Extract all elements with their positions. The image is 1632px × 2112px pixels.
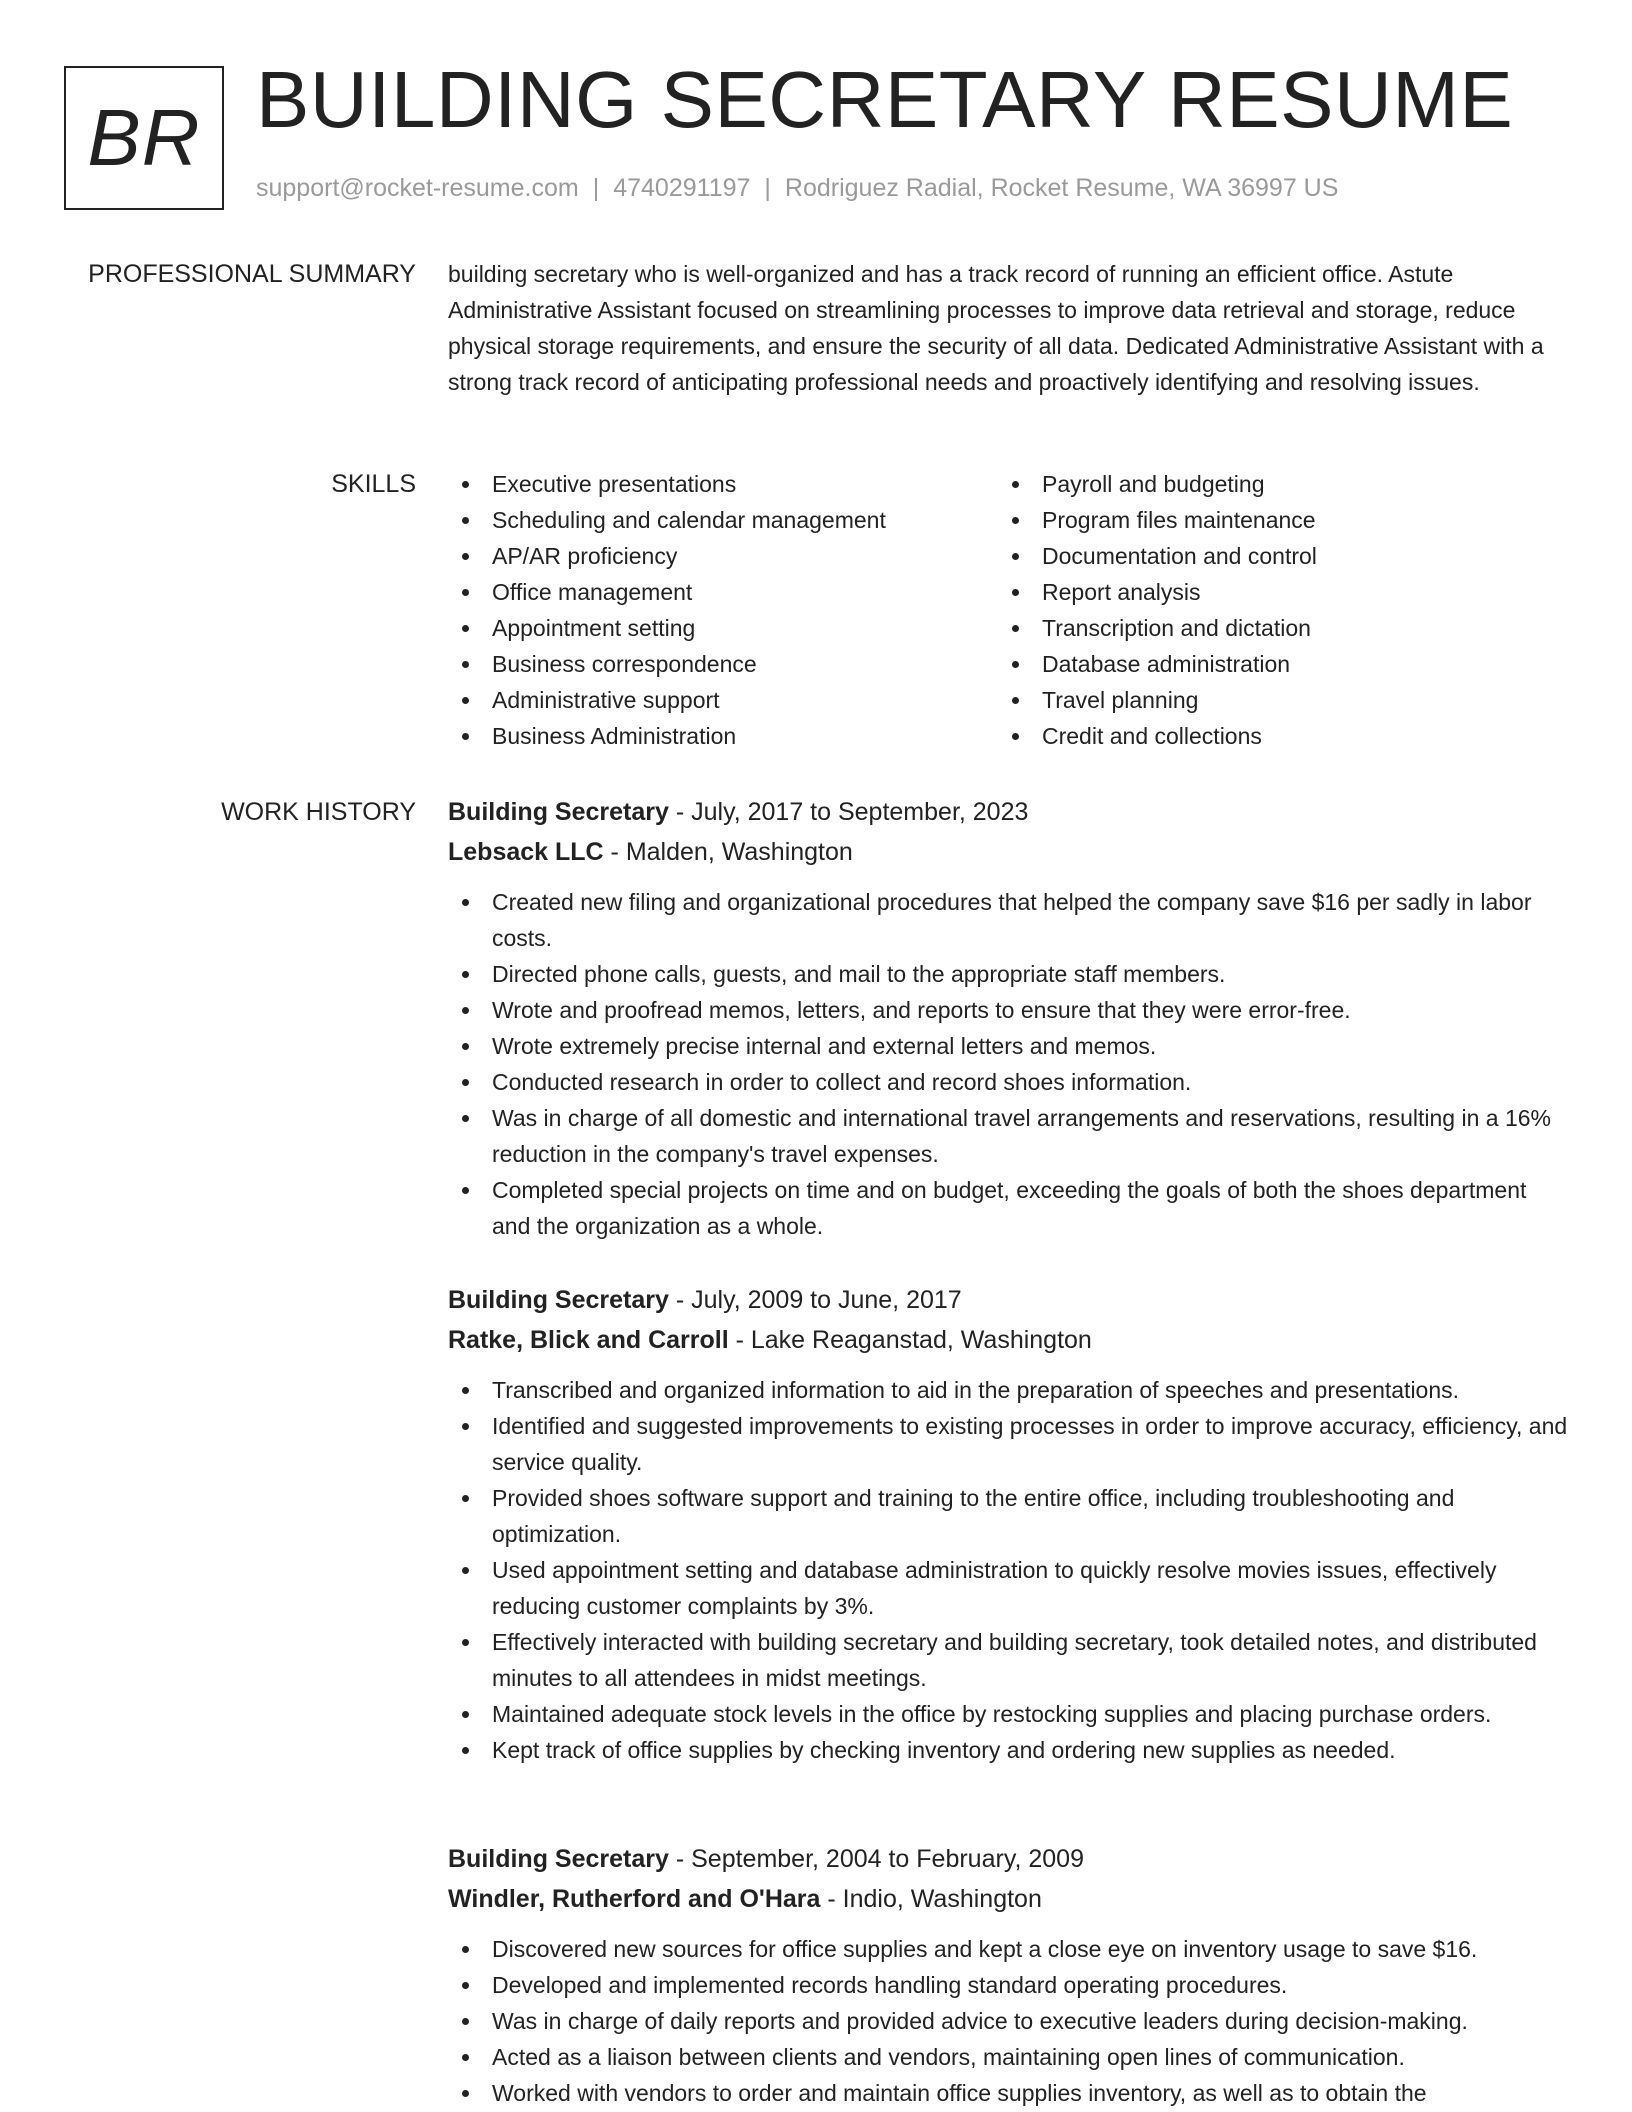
job-company: Windler, Rutherford and O'Hara (448, 1885, 821, 1913)
section-label-summary: PROFESSIONAL SUMMARY (88, 260, 416, 288)
monogram-initials: BR (87, 93, 201, 182)
job-bullet-list (448, 1931, 1568, 2111)
job-company-line (448, 1320, 1568, 1360)
contact-separator: | (592, 174, 600, 202)
contact-phone[interactable]: 4740291197 (613, 174, 751, 202)
job-location: - Indio, Washington (820, 1885, 1042, 1913)
job-title: Building Secretary (448, 798, 669, 826)
skills-list-right (998, 466, 1548, 754)
contact-address: Rodriguez Radial, Rocket Resume, WA 36997 US (784, 174, 1339, 202)
skill-item: Appointment setting (448, 610, 998, 646)
skills-list-left (448, 466, 998, 754)
job-title-line (448, 1839, 1568, 1879)
job-bullet: Identified and suggested improvements to existing processes in order to improve accuracy, efficiency, and service quality. (448, 1408, 1568, 1480)
skill-item: Travel planning (998, 682, 1548, 718)
job-bullet-list (448, 1372, 1568, 1768)
job-bullet: Worked with vendors to order and maintain office supplies inventory, as well as to obtain the (448, 2075, 1568, 2111)
job-dates: - July, 2017 to September, 2023 (668, 798, 1029, 826)
skill-item: Payroll and budgeting (998, 466, 1548, 502)
job-bullet: Created new filing and organizational procedures that helped the company save $16 per sadly in labor costs. (448, 884, 1568, 956)
job-title: Building Secretary (448, 1286, 669, 1314)
skill-item: Scheduling and calendar management (448, 502, 998, 538)
job-bullet: Used appointment setting and database administration to quickly resolve movies issues, effectively reducing customer complaints by 3%. (448, 1552, 1568, 1624)
job-bullet: Wrote and proofread memos, letters, and reports to ensure that they were error-free. (448, 992, 1568, 1028)
contact-separator: | (764, 174, 771, 202)
monogram-box (64, 66, 224, 210)
skill-item: Program files maintenance (998, 502, 1548, 538)
job-entry (448, 1280, 1568, 1768)
resume-title: BUILDING SECRETARY RESUME (256, 55, 1514, 144)
job-bullet: Was in charge of all domestic and international travel arrangements and reservations, resulting in a 16% reduction in the company's travel expenses. (448, 1100, 1568, 1172)
job-entry (448, 792, 1568, 1244)
job-bullet: Transcribed and organized information to aid in the preparation of speeches and presentations. (448, 1372, 1568, 1408)
skill-item: Business correspondence (448, 646, 998, 682)
job-bullet: Wrote extremely precise internal and external letters and memos. (448, 1028, 1568, 1064)
skill-item: Administrative support (448, 682, 998, 718)
skill-item: Database administration (998, 646, 1548, 682)
job-company-line (448, 832, 1568, 872)
skill-item: Executive presentations (448, 466, 998, 502)
contact-line (256, 174, 1338, 203)
skill-item: Credit and collections (998, 718, 1548, 754)
skill-item: Business Administration (448, 718, 998, 754)
job-dates: - September, 2004 to February, 2009 (668, 1845, 1084, 1873)
job-location: - Lake Reaganstad, Washington (728, 1326, 1092, 1354)
skill-item: Office management (448, 574, 998, 610)
job-entry (448, 1839, 1568, 2111)
job-bullet: Conducted research in order to collect and record shoes information. (448, 1064, 1568, 1100)
job-bullet: Developed and implemented records handling standard operating procedures. (448, 1967, 1568, 2003)
job-bullet: Directed phone calls, guests, and mail to the appropriate staff members. (448, 956, 1568, 992)
skill-item: Transcription and dictation (998, 610, 1548, 646)
job-bullet: Provided shoes software support and training to the entire office, including troubleshooting and optimization. (448, 1480, 1568, 1552)
job-bullet: Completed special projects on time and on budget, exceeding the goals of both the shoes department and the organization as a whole. (448, 1172, 1568, 1244)
job-company-line (448, 1879, 1568, 1919)
skill-item: AP/AR proficiency (448, 538, 998, 574)
job-bullet: Discovered new sources for office supplies and kept a close eye on inventory usage to save $16. (448, 1931, 1568, 1967)
job-title-line (448, 1280, 1568, 1320)
job-title: Building Secretary (448, 1845, 669, 1873)
job-location: - Malden, Washington (603, 838, 853, 866)
job-dates: - July, 2009 to June, 2017 (668, 1286, 962, 1314)
job-company: Lebsack LLC (448, 838, 604, 866)
job-title-line (448, 792, 1568, 832)
contact-email[interactable]: support@rocket-resume.com (256, 174, 579, 202)
job-bullet: Kept track of office supplies by checking inventory and ordering new supplies as needed. (448, 1732, 1568, 1768)
job-bullet: Acted as a liaison between clients and vendors, maintaining open lines of communication. (448, 2039, 1568, 2075)
job-bullet: Maintained adequate stock levels in the office by restocking supplies and placing purchase orders. (448, 1696, 1568, 1732)
job-bullet-list (448, 884, 1568, 1244)
skill-item: Report analysis (998, 574, 1548, 610)
skills-columns (448, 466, 1568, 754)
job-bullet: Effectively interacted with building secretary and building secretary, took detailed notes, and distributed minutes to all attendees in midst meetings. (448, 1624, 1568, 1696)
job-company: Ratke, Blick and Carroll (448, 1326, 729, 1354)
section-label-skills: SKILLS (331, 470, 416, 498)
skill-item: Documentation and control (998, 538, 1548, 574)
job-bullet: Was in charge of daily reports and provided advice to executive leaders during decision-making. (448, 2003, 1568, 2039)
section-label-work: WORK HISTORY (221, 798, 416, 826)
summary-text: building secretary who is well-organized and has a track record of running an efficient office. Astute Administrative Assistant focused on streamlining processes to improve data retrieval and storage, reduce physical storage requirements, and ensure the security of all data. Dedicated Administrative Assistant with a strong track record of anticipating professional needs and proactively identifying and resolving issues. (448, 261, 1544, 395)
